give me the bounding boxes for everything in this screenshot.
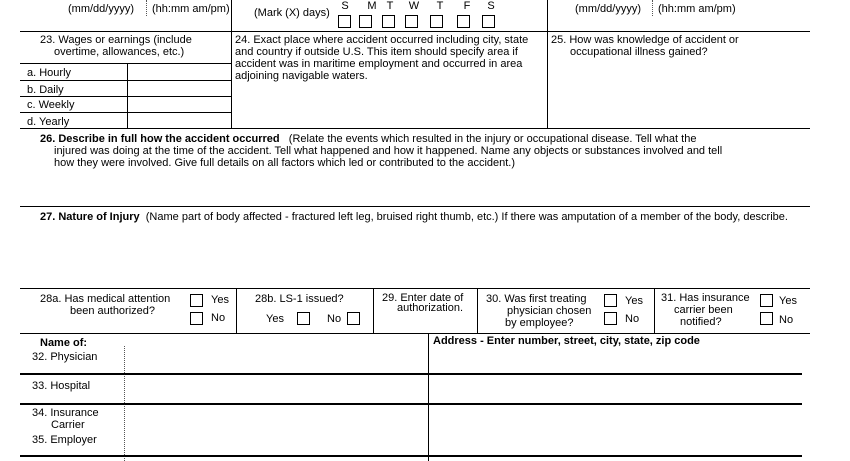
- date-format-left: (mm/dd/yyyy): [68, 3, 134, 15]
- physician-address-field[interactable]: [430, 346, 808, 371]
- q30-line2: physician chosen: [507, 305, 592, 317]
- wage-hourly-field[interactable]: [128, 64, 230, 80]
- day-tue-checkbox[interactable]: [382, 15, 395, 28]
- wage-weekly-field[interactable]: [128, 97, 230, 112]
- q23-title-line2: overtime, allowances, etc.): [54, 46, 185, 58]
- day-wed-checkbox[interactable]: [405, 15, 418, 28]
- day-mon-checkbox[interactable]: [359, 15, 372, 28]
- wage-daily-label: b. Daily: [27, 84, 64, 96]
- day-sun-checkbox[interactable]: [338, 15, 351, 28]
- wage-daily-field[interactable]: [128, 81, 230, 96]
- insurance-label-line2: Carrier: [51, 419, 85, 431]
- insurance-notified-yes-label: Yes: [779, 295, 797, 307]
- q24-line3: accident was in maritime employment and occurred in area: [235, 58, 523, 70]
- medical-authorized-yes-label: Yes: [211, 294, 229, 306]
- hospital-label: 33. Hospital: [32, 380, 91, 392]
- date-format-right: (mm/dd/yyyy): [575, 3, 641, 15]
- wage-weekly-label: c. Weekly: [27, 99, 75, 111]
- q26-instructions-line2: injured was doing at the time of the accident. Tell what happened and how it happened. Name any objects or substances involved and tell: [54, 145, 723, 157]
- hospital-address-field[interactable]: [430, 376, 808, 401]
- accident-description-field[interactable]: [20, 172, 810, 205]
- ls1-yes-label: Yes: [266, 313, 284, 325]
- ls1-yes-checkbox[interactable]: [297, 312, 310, 325]
- q23-title-line1: 23. Wages or earnings (include: [40, 34, 192, 46]
- q30-line1: 30. Was first treating: [486, 293, 587, 305]
- ls1-no-label: No: [327, 313, 342, 325]
- q27-instructions: (Name part of body affected - fractured left leg, bruised right thumb, etc.) If there was amputation of a member of the body, describe.: [145, 211, 788, 223]
- q31-line1: 31. Has insurance: [661, 292, 750, 304]
- medical-authorized-yes-checkbox[interactable]: [190, 294, 203, 307]
- knowledge-field[interactable]: [549, 60, 809, 127]
- physician-name-field[interactable]: [126, 346, 426, 371]
- q29-line1: 29. Enter date of: [382, 292, 464, 304]
- day-tue: T: [386, 0, 394, 12]
- day-wed: W: [408, 0, 420, 12]
- q25-line2: occupational illness gained?: [570, 46, 708, 58]
- hospital-name-field[interactable]: [126, 376, 426, 401]
- physician-label: 32. Physician: [32, 351, 98, 363]
- q25-line1: 25. How was knowledge of accident or: [551, 34, 739, 46]
- q28b-label: 28b. LS-1 issued?: [255, 293, 344, 305]
- q24-line4: adjoining navigable waters.: [235, 70, 368, 82]
- authorization-date-field[interactable]: [375, 315, 476, 332]
- day-fri: F: [463, 0, 471, 12]
- day-sat: S: [487, 0, 495, 12]
- employer-address-field[interactable]: [430, 431, 808, 453]
- mark-days-label: (Mark (X) days): [254, 7, 330, 19]
- q27-line: [40, 211, 788, 224]
- address-header: Address - Enter number, street, city, state, zip code: [433, 335, 700, 347]
- physician-chosen-yes-checkbox[interactable]: [604, 294, 617, 307]
- insurance-name-field[interactable]: [126, 406, 426, 430]
- wage-yearly-field[interactable]: [128, 113, 230, 128]
- q26-title: 26. Describe in full how the accident occurred: [40, 133, 280, 145]
- medical-authorized-no-checkbox[interactable]: [190, 312, 203, 325]
- day-mon: M: [367, 0, 377, 12]
- q31-line3: notified?: [680, 316, 722, 328]
- employer-name-field[interactable]: [126, 431, 426, 453]
- name-of-header: Name of:: [40, 337, 88, 349]
- employer-label: 35. Employer: [32, 434, 97, 446]
- insurance-notified-no-label: No: [779, 314, 794, 326]
- q28a-line2: been authorized?: [70, 305, 156, 317]
- q29-line2: authorization.: [397, 302, 464, 314]
- insurance-notified-no-checkbox[interactable]: [760, 312, 773, 325]
- medical-authorized-no-label: No: [211, 312, 226, 324]
- physician-chosen-no-checkbox[interactable]: [604, 312, 617, 325]
- q24-line2: and country if outside U.S. This item should specify area if: [235, 46, 518, 58]
- insurance-address-field[interactable]: [430, 406, 808, 430]
- nature-of-injury-field[interactable]: [20, 226, 810, 286]
- q30-line3: by employee?: [505, 317, 574, 329]
- time-format-left: (hh:mm am/pm): [152, 3, 230, 15]
- day-thu-checkbox[interactable]: [430, 15, 443, 28]
- wage-hourly-label: a. Hourly: [27, 67, 72, 79]
- q26-instructions-line3: how they were involved. Give full details on all factors which led or contributed to the accident.): [54, 157, 516, 169]
- q28a-line1: 28a. Has medical attention: [40, 293, 171, 305]
- accident-place-field[interactable]: [233, 84, 545, 127]
- insurance-notified-yes-checkbox[interactable]: [760, 294, 773, 307]
- day-sat-checkbox[interactable]: [482, 15, 495, 28]
- physician-chosen-yes-label: Yes: [625, 295, 643, 307]
- day-fri-checkbox[interactable]: [457, 15, 470, 28]
- physician-chosen-no-label: No: [625, 313, 640, 325]
- day-sun: S: [341, 0, 349, 12]
- time-format-right: (hh:mm am/pm): [658, 3, 736, 15]
- q26-line1: [40, 133, 696, 146]
- wage-yearly-label: d. Yearly: [27, 116, 70, 128]
- q24-line1: 24. Exact place where accident occurred including city, state: [235, 34, 529, 46]
- insurance-label-line1: 34. Insurance: [32, 407, 99, 419]
- ls1-no-checkbox[interactable]: [347, 312, 360, 325]
- q31-line2: carrier been: [674, 304, 733, 316]
- q27-title: 27. Nature of Injury: [40, 211, 140, 223]
- day-thu: T: [436, 0, 444, 12]
- q26-instructions-line1: (Relate the events which resulted in the injury or occupational disease. Tell what the: [288, 133, 697, 145]
